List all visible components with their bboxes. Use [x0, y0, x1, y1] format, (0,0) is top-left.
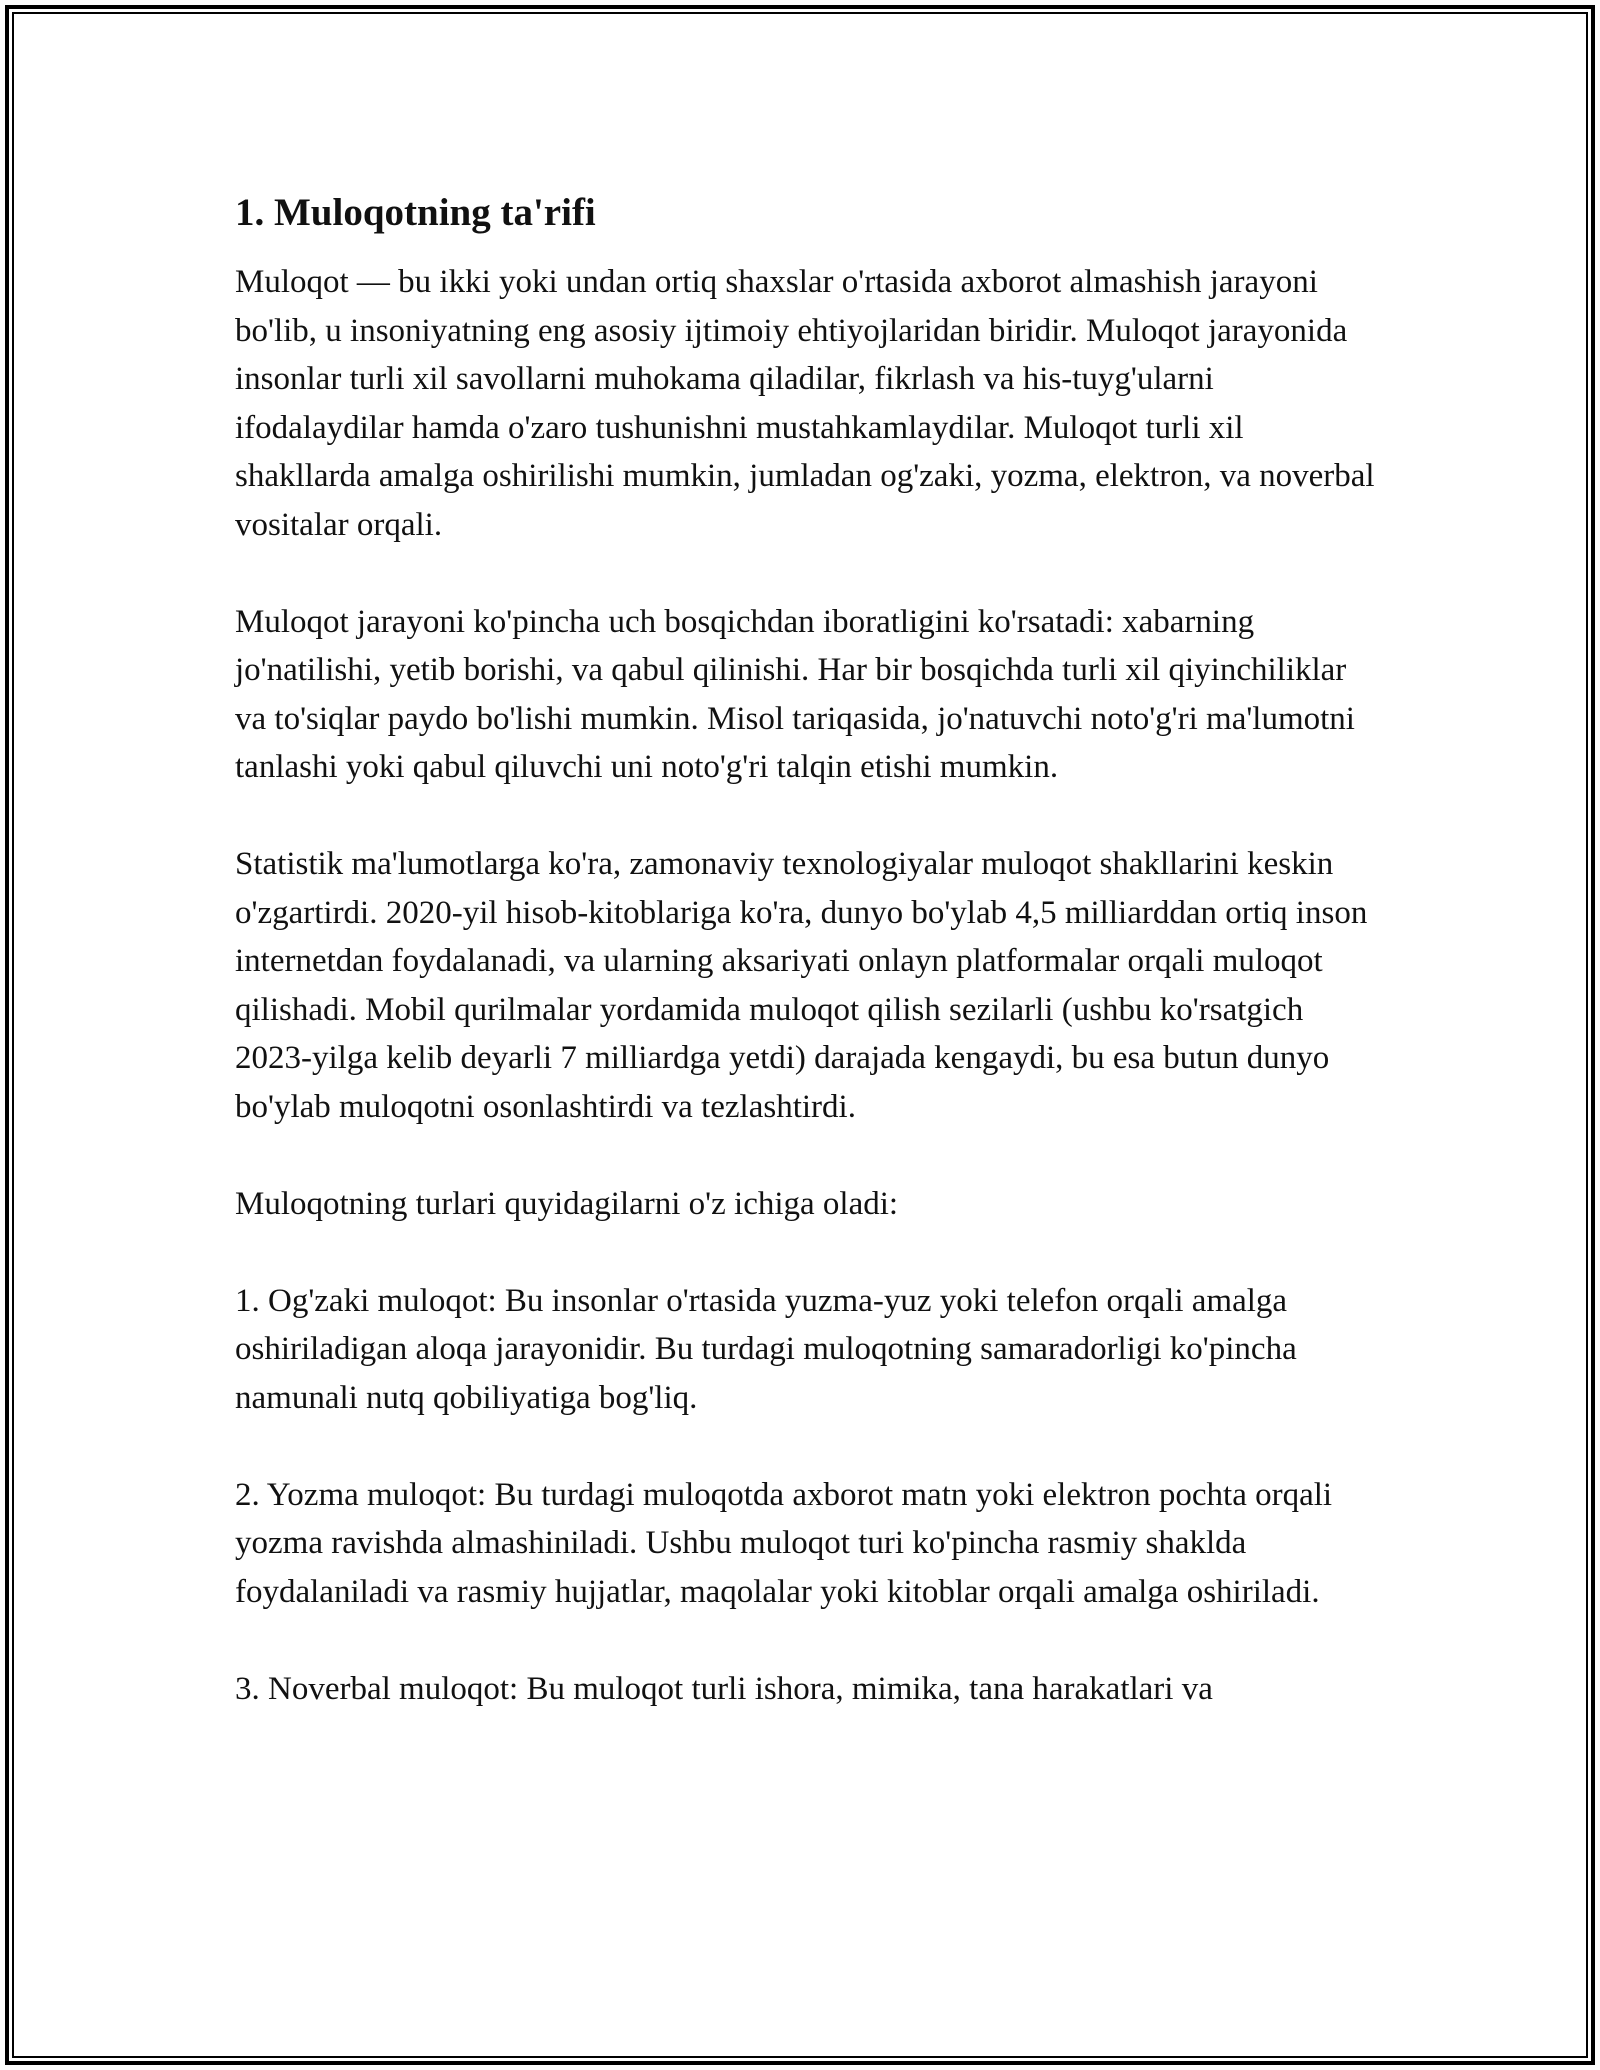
paragraph-written: 2. Yozma muloqot: Bu turdagi muloqotda axborot matn yoki elektron pochta orqali yozma ravishda almashiniladi. Ushbu muloqot turi ko'pincha rasmiy shaklda foydalaniladi va rasmiy hujjatlar, maqolalar yoki kitoblar orqali amalga oshiriladi.: [235, 1476, 1333, 1610]
paragraph-definition: Muloqot — bu ikki yoki undan ortiq shaxslar o'rtasida axborot almashish jarayoni bo'lib, u insoniyatning eng asosiy ijtimoiy ehtiyojlaridan biridir. Muloqot jarayonida insonlar turli xil savollarni muhokama qiladilar, fikrlash va his-tuyg'ularni ifodalaydilar hamda o'zaro tushunishni mustahkamlaydilar. Muloqot turli xil shakllarda amalga oshirilishi mumkin, jumladan og'zaki, yozma, elektron, va noverbal vositalar orqali.: [235, 264, 1375, 543]
paragraph-nonverbal: 3. Noverbal muloqot: Bu muloqot turli ishora, mimika, tana harakatlari va: [235, 1670, 1213, 1707]
paragraph-oral: 1. Og'zaki muloqot: Bu insonlar o'rtasida yuzma-yuz yoki telefon orqali amalga oshiriladigan aloqa jarayonidir. Bu turdagi muloqotning samaradorligi ko'pincha namunali nutq qobiliyatiga bog'liq.: [235, 1282, 1297, 1416]
paragraph-stages: Muloqot jarayoni ko'pincha uch bosqichdan iboratligini ko'rsatadi: xabarning jo'natilishi, yetib borishi, va qabul qilinishi. Har bir bosqichda turli xil qiyinchiliklar va to'siqlar paydo bo'lishi mumkin. Misol tariqasida, jo'natuvchi noto'g'ri ma'lumotni tanlashi yoki qabul qiluvchi uni noto'g'ri talqin etishi mumkin.: [235, 603, 1355, 785]
paragraph-statistics: Statistik ma'lumotlarga ko'ra, zamonaviy texnologiyalar muloqot shakllarini keskin o'zgartirdi. 2020-yil hisob-kitoblariga ko'ra, dunyo bo'ylab 4,5 milliarddan ortiq inson internetdan foydalanadi, va ularning aksariyati onlayn platformalar orqali muloqot qilishadi. Mobil qurilmalar yordamida muloqot qilish sezilarli (ushbu ko'rsatgich 2023-yilga kelib deyarli 7 milliardga yetdi) darajada kengaydi, bu esa butun dunyo bo'ylab muloqotni osonlashtirdi va tezlashtirdi.: [235, 846, 1368, 1125]
paragraph-types-intro: Muloqotning turlari quyidagilarni o'z ichiga oladi:: [235, 1185, 899, 1222]
document-body: [235, 188, 1385, 1713]
section-title: 1. Muloqotning ta'rifi: [235, 191, 596, 234]
